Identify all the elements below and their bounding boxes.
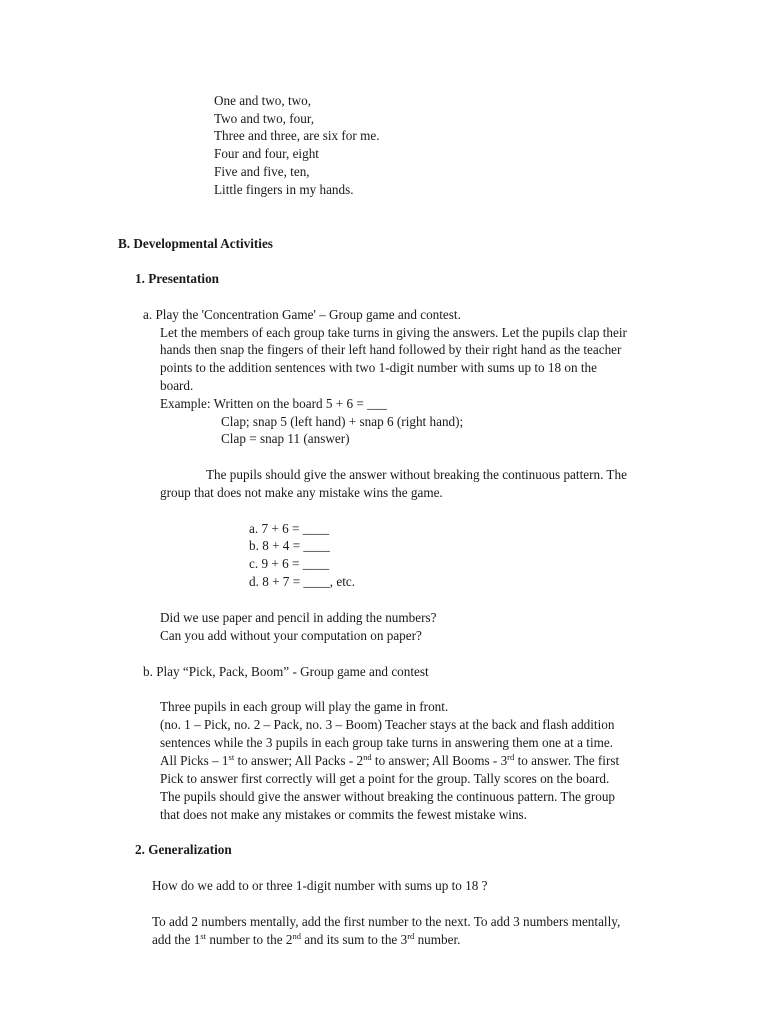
exercise-item: d. 8 + 7 = ____, etc. — [249, 574, 356, 589]
activity-a-desc: Let the members of each group take turns in giving the answers. Let the pupils clap their — [160, 325, 627, 340]
example-detail: Clap = snap 11 (answer) — [221, 431, 350, 446]
exercise-item: a. 7 + 6 = ____ — [249, 521, 330, 536]
activity-a-desc: hands then snap the fingers of their left hand followed by their right hand as the teacher — [160, 342, 622, 357]
poem-line: Five and five, ten, — [214, 164, 310, 179]
activity-b-text: that does not make any mistakes or commits the fewest mistake wins. — [160, 807, 527, 822]
poem-line: Three and three, are six for me. — [214, 128, 380, 143]
activity-b-text: Three pupils in each group will play the game in front. — [160, 699, 449, 714]
generalization-question: How do we add to or three 1-digit number with sums up to 18 ? — [152, 878, 488, 893]
poem-line: Four and four, eight — [214, 146, 319, 161]
question-line: Can you add without your computation on paper? — [160, 628, 422, 643]
generalization-answer: add the 1st number to the 2nd and its sum to the 3rd number. — [152, 931, 461, 947]
activity-b-text: The pupils should give the answer without breaking the continuous pattern. The group — [160, 789, 616, 804]
activity-b-text: All Picks – 1st to answer; All Packs - 2nd to answer; All Booms - 3rd to answer. The first — [160, 752, 620, 768]
generalization-answer: To add 2 numbers mentally, add the first number to the next. To add 3 numbers mentally, — [152, 914, 621, 929]
activity-a-title: a. Play the 'Concentration Game' – Group game and contest. — [143, 307, 461, 322]
activity-b-text: Pick to answer first correctly will get a point for the group. Tally scores on the board. — [160, 771, 610, 786]
activity-a-desc: board. — [160, 378, 194, 393]
activity-a-desc: points to the addition sentences with two 1-digit number with sums up to 18 on the — [160, 360, 597, 375]
example-line: Example: Written on the board 5 + 6 = ___ — [160, 396, 387, 411]
question-line: Did we use paper and pencil in adding the numbers? — [160, 610, 437, 625]
poem-line: One and two, two, — [214, 93, 312, 108]
exercise-item: c. 9 + 6 = ____ — [249, 556, 330, 571]
generalization-heading: 2. Generalization — [135, 842, 232, 857]
activity-b-text: (no. 1 – Pick, no. 2 – Pack, no. 3 – Boom) Teacher stays at the back and flash addition — [160, 717, 615, 732]
activity-b-text: sentences while the 3 pupils in each group take turns in answering them one at a time. — [160, 735, 614, 750]
poem-line: Little fingers in my hands. — [214, 182, 354, 197]
poem-line: Two and two, four, — [214, 111, 314, 126]
pattern-text: group that does not make any mistake wins the game. — [160, 485, 443, 500]
exercise-item: b. 8 + 4 = ____ — [249, 538, 330, 553]
example-detail: Clap; snap 5 (left hand) + snap 6 (right hand); — [221, 414, 464, 429]
section-heading: B. Developmental Activities — [118, 236, 273, 251]
activity-b-title: b. Play “Pick, Pack, Boom” - Group game and contest — [143, 664, 429, 679]
presentation-heading: 1. Presentation — [135, 271, 219, 286]
pattern-text: The pupils should give the answer without breaking the continuous pattern. The — [206, 467, 627, 482]
